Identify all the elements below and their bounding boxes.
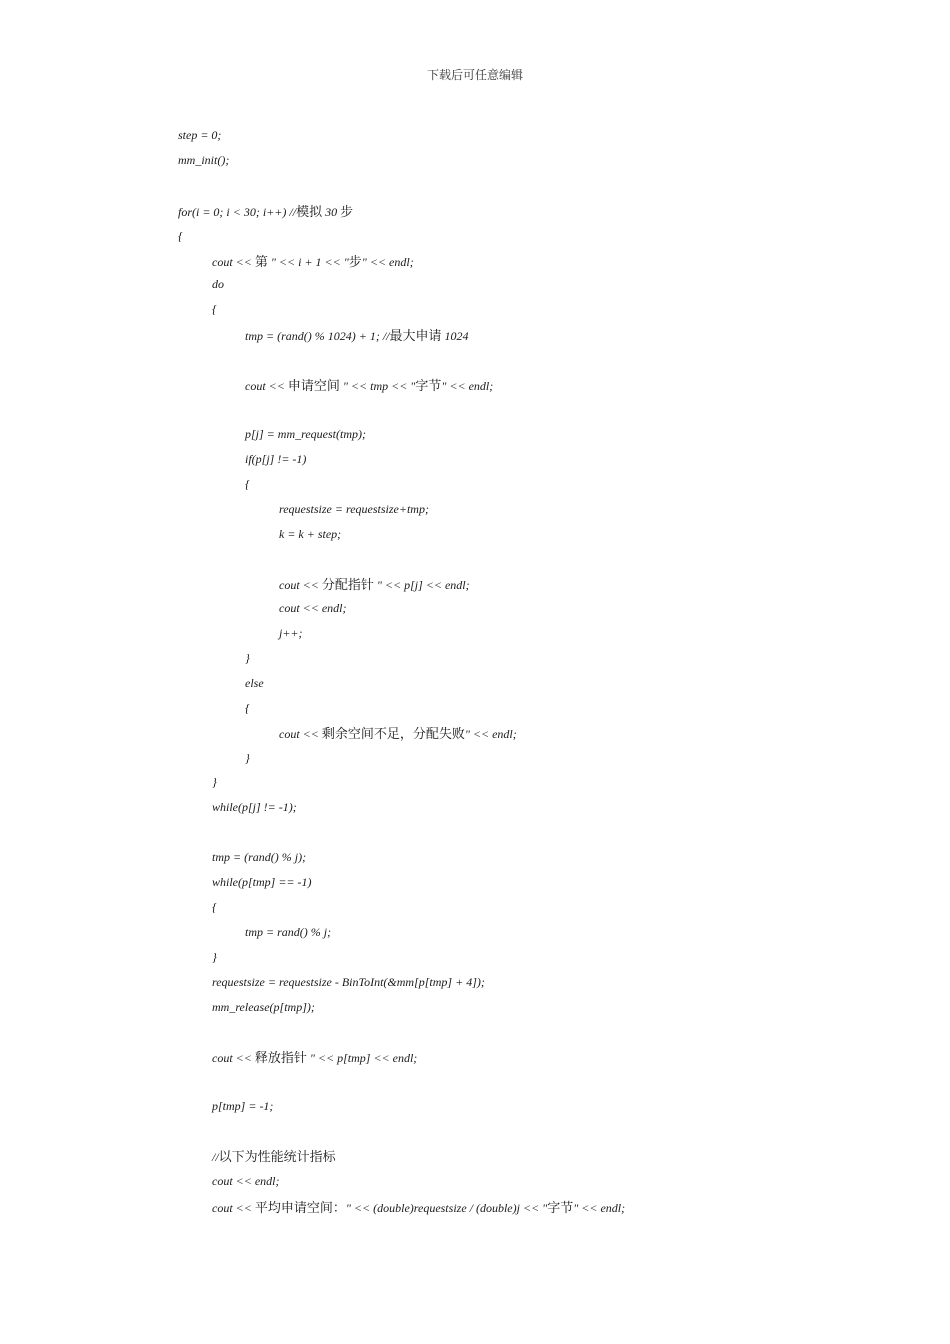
code-line: //以下为性能统计指标 xyxy=(212,1150,336,1165)
code-line: cout << 释放指针 " << p[tmp] << endl; xyxy=(212,1051,418,1066)
code-line: } xyxy=(245,651,250,665)
code-line: } xyxy=(212,775,217,789)
code-line: cout << 申请空间 " << tmp << "字节" << endl; xyxy=(245,379,494,394)
code-line: tmp = (rand() % j); xyxy=(212,850,307,864)
code-line: else xyxy=(245,676,264,690)
code-line: for(i = 0; i < 30; i++) //模拟 30 步 xyxy=(178,205,354,220)
code-line: cout << endl; xyxy=(212,1174,280,1188)
code-line: do xyxy=(212,277,224,291)
code-line: { xyxy=(212,302,217,316)
code-line: { xyxy=(245,701,250,715)
code-line: { xyxy=(245,477,250,491)
code-line: k = k + step; xyxy=(279,527,342,541)
code-line: tmp = rand() % j; xyxy=(245,925,332,939)
code-line: tmp = (rand() % 1024) + 1; //最大申请 1024 xyxy=(245,329,469,344)
code-line: } xyxy=(212,950,217,964)
code-line: cout << 第 " << i + 1 << "步" << endl; xyxy=(212,255,414,270)
code-line: p[tmp] = -1; xyxy=(212,1099,274,1113)
code-line: { xyxy=(212,900,217,914)
code-line: { xyxy=(178,229,183,243)
page-header: 下载后可任意编辑 xyxy=(426,68,523,82)
code-line: while(p[tmp] == -1) xyxy=(212,875,312,889)
code-line: mm_init(); xyxy=(178,153,230,167)
code-line: j++; xyxy=(279,626,303,640)
code-line: cout << 分配指针 " << p[j] << endl; xyxy=(279,578,470,593)
code-line: mm_release(p[tmp]); xyxy=(212,1000,315,1014)
code-line: while(p[j] != -1); xyxy=(212,800,297,814)
code-line: requestsize = requestsize - BinToInt(&mm[p[tmp] + 4]); xyxy=(212,975,485,989)
code-line: step = 0; xyxy=(178,128,222,142)
code-line: cout << 平均申请空间：" << (double)requestsize / (double)j << "字节" << endl; xyxy=(212,1201,626,1216)
code-line: cout << endl; xyxy=(279,601,347,615)
code-line: if(p[j] != -1) xyxy=(245,452,307,466)
code-line: requestsize = requestsize+tmp; xyxy=(279,502,429,516)
code-line: p[j] = mm_request(tmp); xyxy=(245,427,366,441)
code-line: } xyxy=(245,751,250,765)
code-line: cout << 剩余空间不足，分配失败" << endl; xyxy=(279,727,517,742)
